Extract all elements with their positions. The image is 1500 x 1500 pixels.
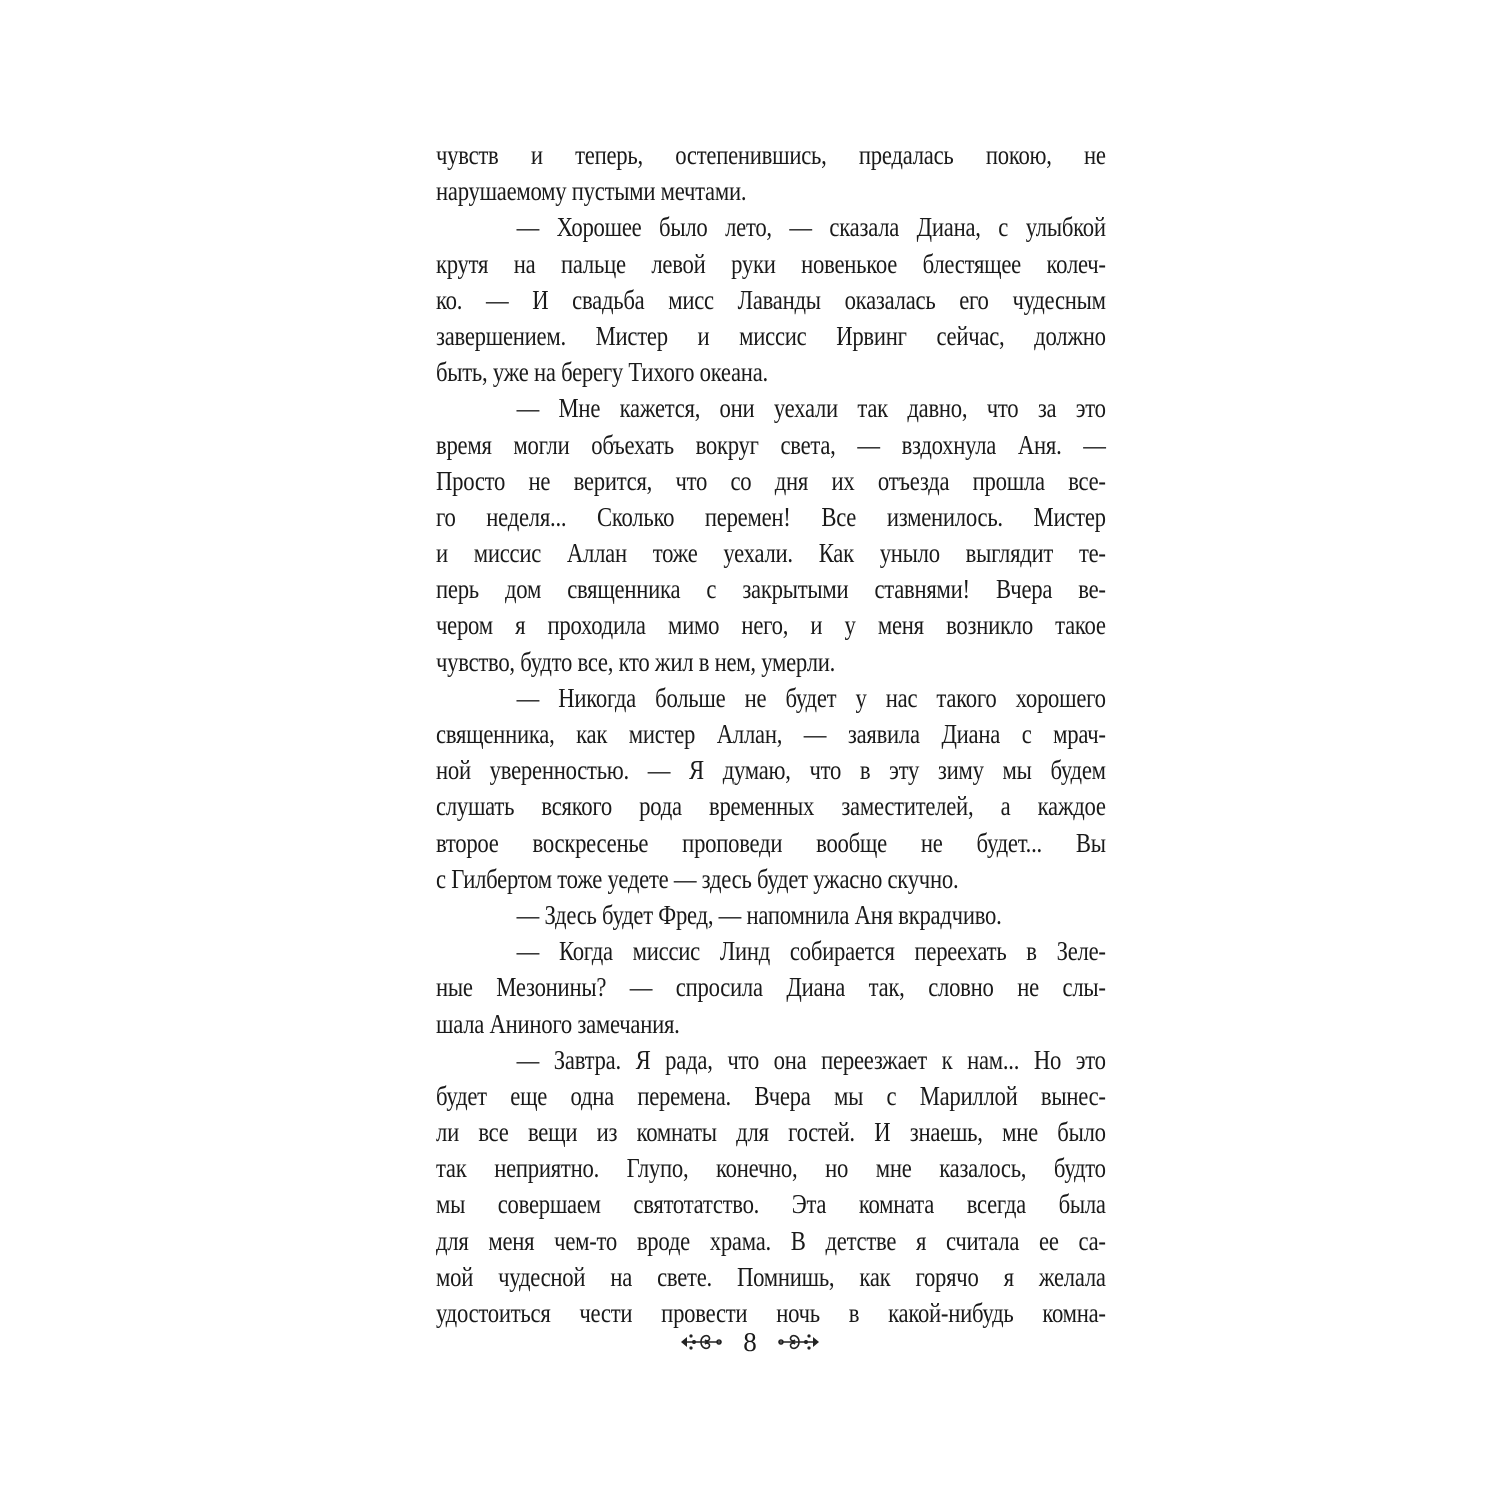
page-footer — [0, 1322, 1500, 1362]
text-line: завершением. Мистер и миссис Ирвинг сейчас, должно — [436, 320, 1106, 351]
text-line: — Когда миссис Линд собирается переехать в Зеле- — [516, 936, 1106, 967]
text-line: так неприятно. Глупо, конечно, но мне казалось, будто — [436, 1153, 1106, 1184]
text-line: с Гилбертом тоже уедете — здесь будет ужасно скучно. — [436, 863, 959, 894]
text-line: ли все вещи из комнаты для гостей. И знаешь, мне было — [436, 1117, 1106, 1148]
text-line: — Завтра. Я рада, что она переезжает к нам... Но это — [516, 1044, 1106, 1075]
text-line: слушать всякого рода временных заместителей, а каждое — [436, 791, 1106, 822]
text-line: — Никогда больше не будет у нас такого хорошего — [516, 682, 1106, 713]
page-body — [436, 137, 1106, 1331]
flourish-left-icon — [679, 1327, 725, 1357]
text-line: чувство, будто все, кто жил в нем, умерли. — [436, 646, 836, 677]
text-line: священника, как мистер Аллан, — заявила Диана с мрач- — [436, 719, 1106, 749]
text-line: быть, уже на берегу Тихого океана. — [436, 357, 768, 388]
text-line: ко. — И свадьба мисс Лаванды оказалась его чудесным — [436, 284, 1106, 315]
text-line: время могли объехать вокруг света, — вздохнула Аня. — — [436, 429, 1106, 460]
text-line: чувств и теперь, остепенившись, предалась покою, не — [436, 140, 1106, 170]
text-line: перь дом священника с закрытыми ставнями! Вчера ве- — [436, 574, 1106, 605]
text-line: го неделя... Сколько перемен! Все изменилось. Мистер — [436, 501, 1106, 532]
text-line: удостоиться чести провести ночь в какой-нибудь комна- — [436, 1298, 1106, 1328]
page-number: 8 — [743, 1327, 757, 1357]
text-line: чером я проходила мимо него, и у меня возникло такое — [436, 610, 1106, 641]
text-line: Просто не верится, что со дня их отъезда прошла все- — [436, 465, 1106, 496]
flourish-right-icon — [775, 1327, 821, 1357]
text-line: — Здесь будет Фред, — напомнила Аня вкрадчиво. — [516, 899, 1002, 930]
text-line: крутя на пальце левой руки новенькое блестящее колеч- — [436, 248, 1106, 279]
text-line: мы совершаем святотатство. Эта комната всегда была — [436, 1189, 1106, 1220]
text-line: — Хорошее было лето, — сказала Диана, с улыбкой — [516, 212, 1106, 243]
text-line: мой чудесной на свете. Помнишь, как горячо я желала — [436, 1261, 1106, 1292]
text-line: ные Мезонины? — спросила Диана так, словно не слы- — [436, 972, 1106, 1003]
text-line: и миссис Аллан тоже уехали. Как уныло выглядит те- — [436, 538, 1106, 569]
text-line: для меня чем-то вроде храма. В детстве я считала ее са- — [436, 1225, 1106, 1256]
text-line: — Мне кажется, они уехали так давно, что за это — [516, 393, 1106, 424]
text-line: шала Аниного замечания. — [436, 1008, 680, 1039]
text-line: ной уверенностью. — Я думаю, что в эту зиму мы будем — [436, 755, 1106, 786]
text-line: второе воскресенье проповеди вообще не будет... Вы — [436, 827, 1106, 858]
text-line: нарушаемому пустыми мечтами. — [436, 176, 747, 207]
text-line: будет еще одна перемена. Вчера мы с Мариллой вынес- — [436, 1080, 1106, 1111]
